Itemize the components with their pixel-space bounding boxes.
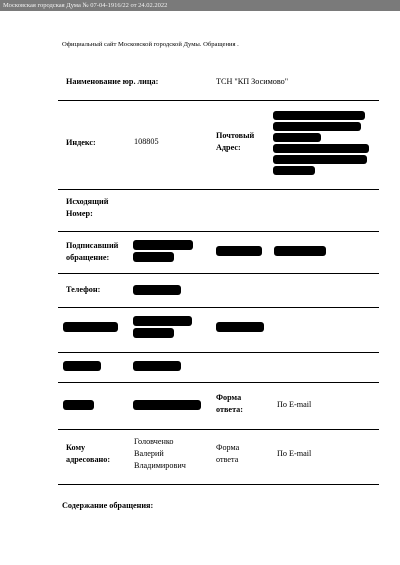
postal-address-label: Почтовый Адрес: bbox=[216, 131, 255, 152]
redacted-field-value bbox=[133, 316, 192, 326]
registration-stamp: Московская городская Дума № 07-04-1916/22 от 24.02.2022 bbox=[3, 2, 168, 9]
response-form-2-label: Форма ответа bbox=[216, 443, 240, 464]
document-header-bar bbox=[0, 0, 400, 11]
redacted-address-line bbox=[273, 133, 321, 142]
response-form-2-value: По E-mail bbox=[277, 449, 312, 458]
row-divider bbox=[58, 352, 379, 353]
redacted-signatory-name bbox=[133, 252, 174, 262]
index-label: Индекс: bbox=[66, 138, 96, 147]
redacted-email bbox=[133, 400, 201, 410]
response-form-value: По E-mail bbox=[277, 400, 312, 409]
redacted-address-line bbox=[273, 144, 369, 153]
response-form-label: Форма ответа: bbox=[216, 393, 244, 414]
redacted-field-value bbox=[133, 328, 174, 338]
row-divider bbox=[58, 307, 379, 308]
row-divider bbox=[58, 382, 379, 383]
row-divider bbox=[58, 100, 379, 101]
row-divider bbox=[58, 189, 379, 190]
legal-entity-label: Наименование юр. лица: bbox=[66, 77, 159, 86]
phone-label: Телефон: bbox=[66, 285, 101, 294]
row-divider bbox=[58, 231, 379, 232]
addressee-label: Кому адресовано: bbox=[66, 443, 111, 464]
redacted-field-value bbox=[133, 361, 181, 371]
signatory-label: Подписавший обращение: bbox=[66, 241, 119, 262]
redacted-address-line bbox=[273, 155, 367, 164]
legal-entity-value: ТСН "КП Зосимово" bbox=[216, 77, 289, 86]
index-value: 108805 bbox=[134, 137, 159, 146]
redacted-field-value bbox=[274, 246, 326, 256]
redacted-field-label bbox=[63, 400, 94, 410]
row-divider bbox=[58, 273, 379, 274]
row-divider bbox=[58, 429, 379, 430]
redacted-signatory-name bbox=[133, 240, 193, 250]
redacted-address-line bbox=[273, 111, 365, 120]
addressee-value: Головченко Валерий Владимирович bbox=[134, 437, 186, 470]
redacted-field-label bbox=[63, 361, 101, 371]
redacted-field-label bbox=[63, 322, 118, 332]
outgoing-number-label: Исходящий Номер: bbox=[66, 197, 109, 218]
redacted-address-line bbox=[273, 166, 315, 175]
redacted-address-line bbox=[273, 122, 361, 131]
row-divider bbox=[58, 484, 379, 485]
content-heading: Содержание обращения: bbox=[62, 501, 154, 510]
redacted-field-label bbox=[216, 246, 262, 256]
redacted-phone bbox=[133, 285, 181, 295]
redacted-field-label bbox=[216, 322, 264, 332]
site-title: Официальный сайт Московской городской Думы. Обращения . bbox=[62, 41, 239, 48]
